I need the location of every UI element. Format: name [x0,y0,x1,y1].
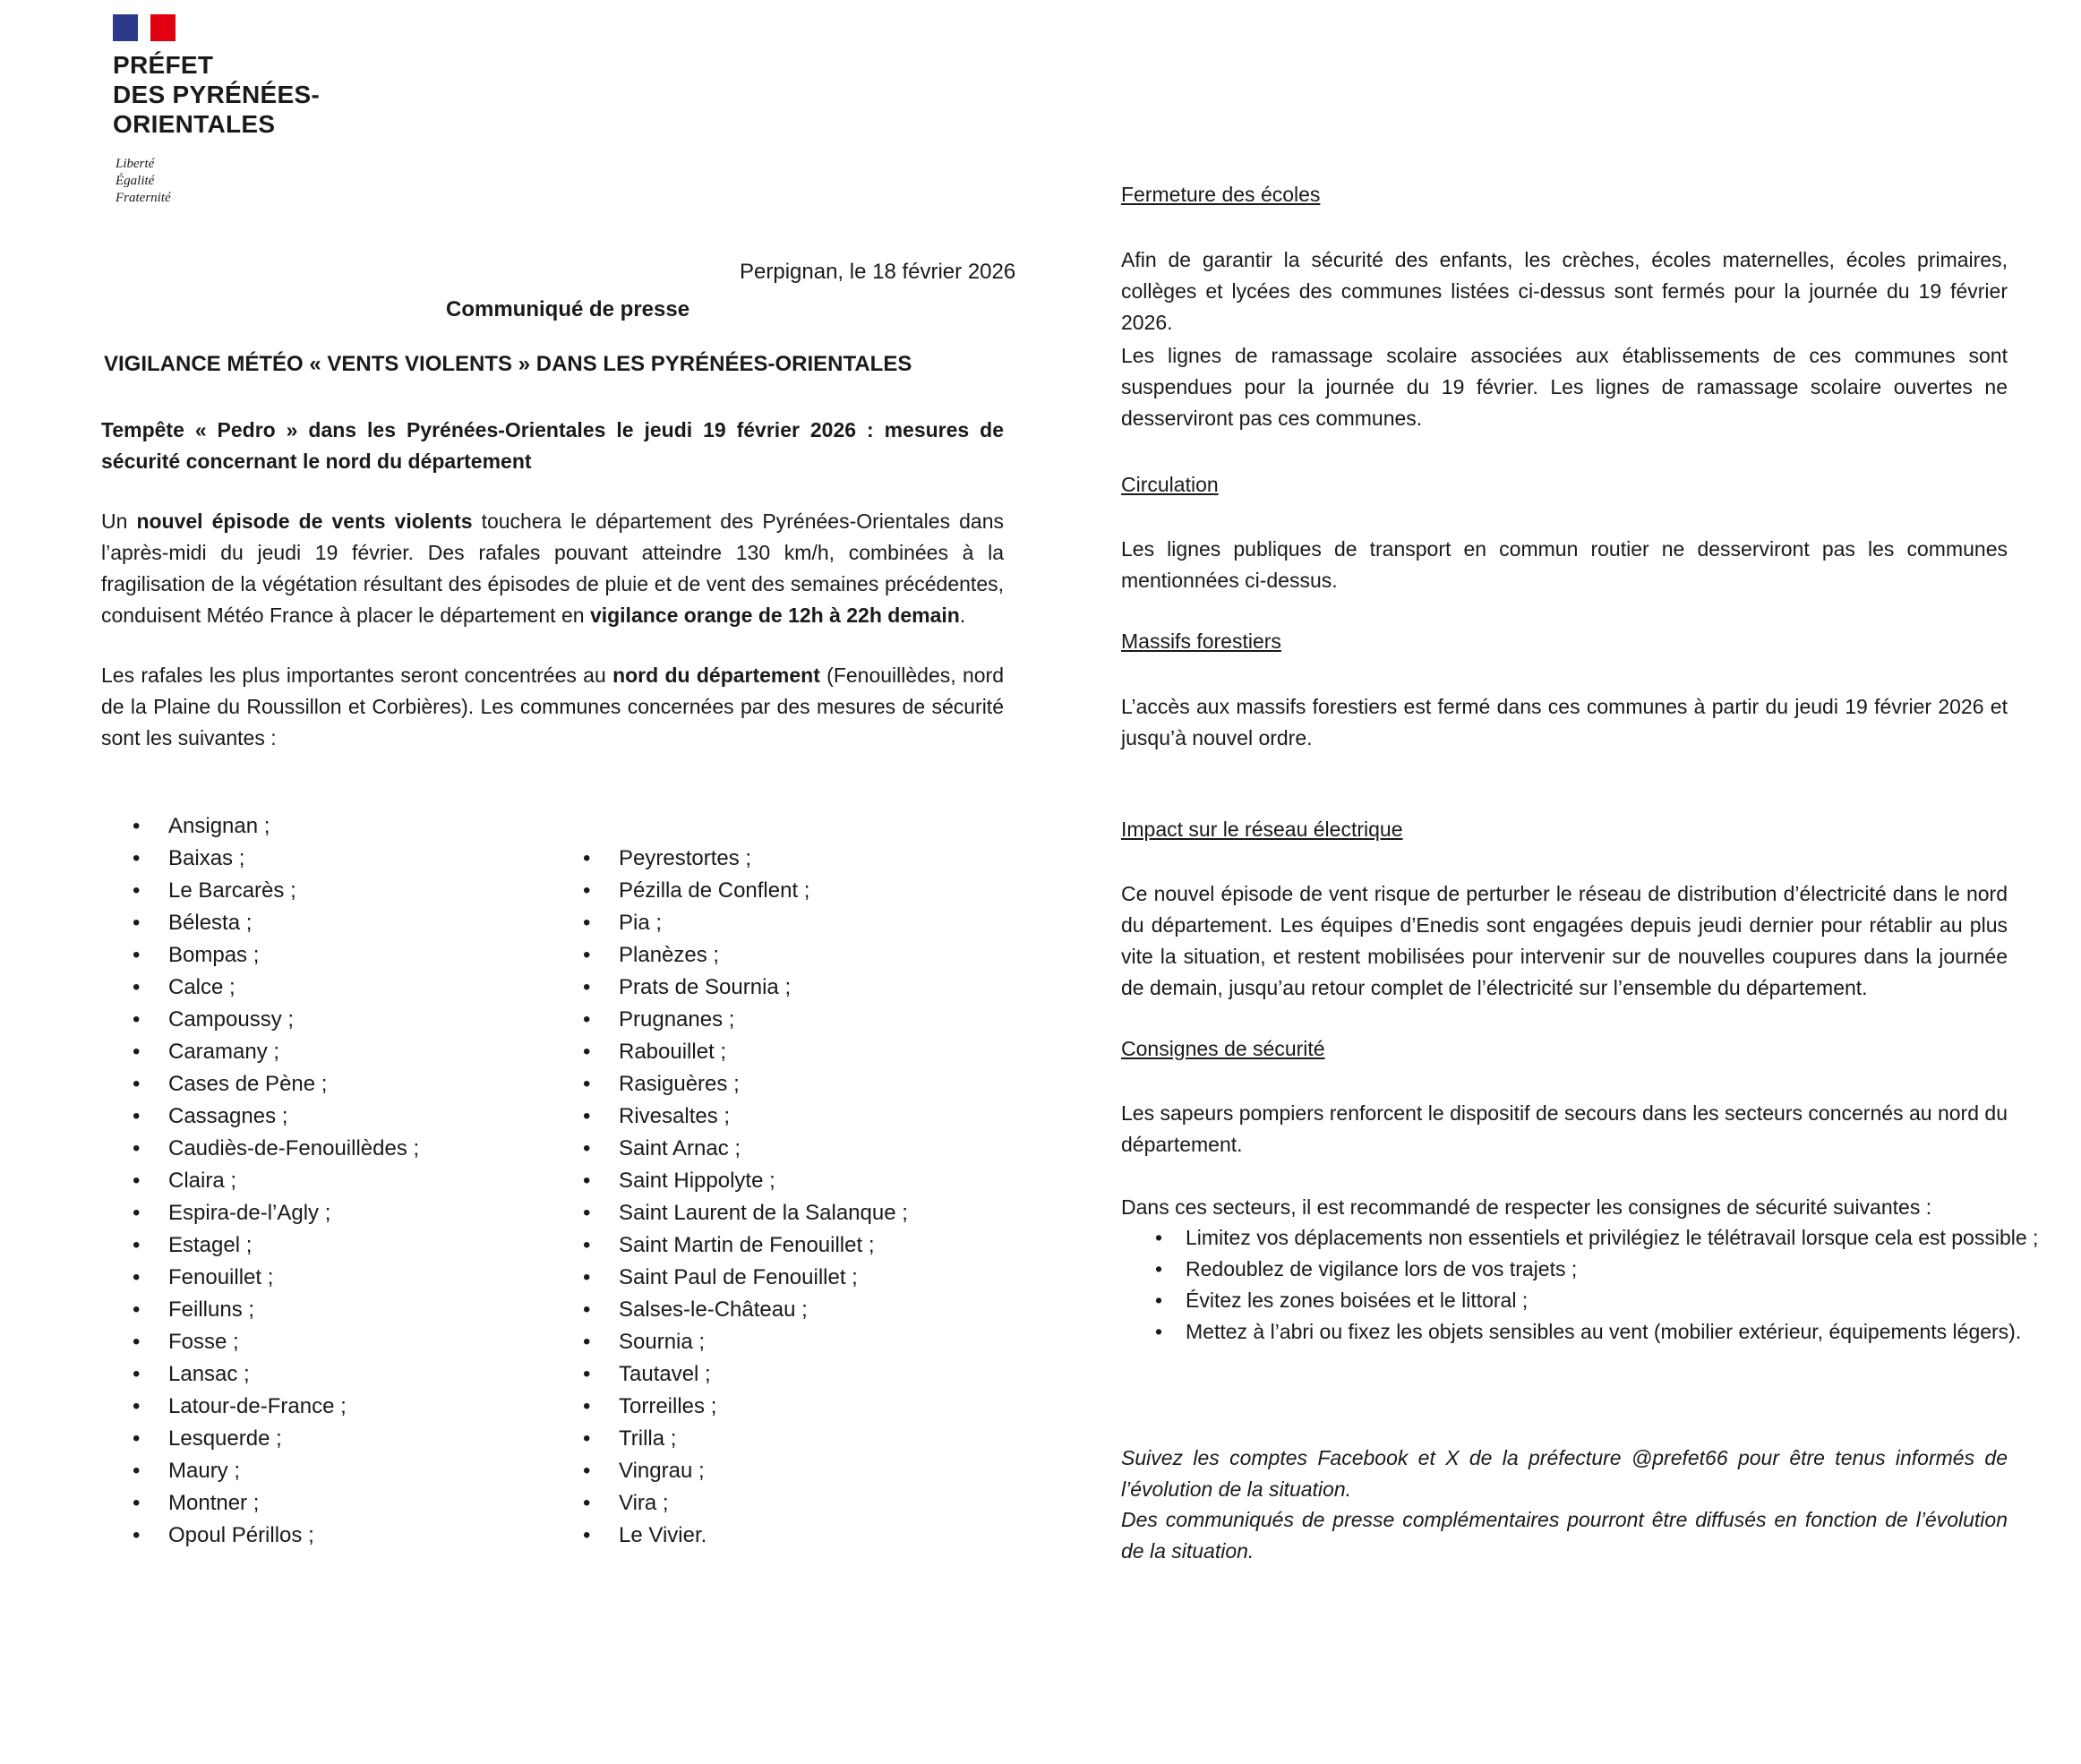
communes-list-b [583,843,908,1552]
massifs-paragraph: L’accès aux massifs forestiers est fermé dans ces communes à partir du jeudi 19 février 2026 et jusqu’à nouvel ordre. [1121,695,2008,749]
communes-list-a [133,810,419,1552]
list-item: • Fosse ; [133,1326,419,1358]
fermeture-paragraph-1: Afin de garantir la sécurité des enfants, les crèches, écoles maternelles, écoles primaires, collèges et lycées des communes listées ci-dessus sont fermés pour la journée du 19 février 2026. [1121,248,2008,334]
list-item: • Lesquerde ; [133,1423,419,1455]
list-item: • Caramany ; [133,1036,419,1068]
list-item: • Évitez les zones boisées et le littoral ; [1155,1285,2038,1316]
list-item: • Maury ; [133,1455,419,1487]
list-item: • Claira ; [133,1165,419,1197]
list-item: • Montner ; [133,1487,419,1520]
list-item: • Saint Laurent de la Salanque ; [583,1197,908,1229]
list-item: • Rabouillet ; [583,1036,908,1068]
list-item: • Calce ; [133,972,419,1004]
list-item: • Sournia ; [583,1326,908,1358]
list-item: • Feilluns ; [133,1294,419,1326]
list-item: • Baixas ; [133,843,419,875]
impact-paragraph: Ce nouvel épisode de vent risque de perturber le réseau de distribution d’électricité dans le nord du département. Les équipes d’Enedis sont engagées depuis jeudi dernier pour rétablir au plus vite la situation, et restent mobilisées pour intervenir sur de nouvelles coupures dans la journée de demain, jusqu’au retour complet de l’électricité sur l’ensemble du département. [1121,882,2008,999]
place-date: Perpignan, le 18 février 2026 [740,260,1016,284]
list-item: • Vingrau ; [583,1455,908,1487]
document-type: Communiqué de presse [446,297,690,321]
heading-consignes: Consignes de sécurité [1121,1037,1325,1060]
list-item: • Saint Hippolyte ; [583,1165,908,1197]
list-item: • Latour-de-France ; [133,1391,419,1423]
list-item: • Mettez à l’abri ou fixez les objets sensibles au vent (mobilier extérieur, équipements légers). [1155,1316,2038,1348]
circulation-paragraph: Les lignes publiques de transport en commun routier ne desserviront pas les communes mentionnées ci-dessus. [1121,537,2008,592]
list-item: • Lansac ; [133,1358,419,1391]
list-item: • Espira-de-l’Agly ; [133,1197,419,1229]
heading-massifs: Massifs forestiers [1121,629,1281,653]
list-item: • Rivesaltes ; [583,1100,908,1133]
consignes-paragraph-1: Les sapeurs pompiers renforcent le dispositif de secours dans les secteurs concernés au nord du département. [1121,1101,2008,1156]
heading-fermeture: Fermeture des écoles [1121,183,1321,206]
list-item: • Campoussy ; [133,1004,419,1036]
list-item: • Caudiès-de-Fenouillèdes ; [133,1133,419,1165]
list-item: • Salses-le-Château ; [583,1294,908,1326]
list-item: • Estagel ; [133,1229,419,1262]
list-item: • Pézilla de Conflent ; [583,875,908,907]
list-item: • Trilla ; [583,1423,908,1455]
marianne-flag-icon [113,14,176,41]
closing-paragraph-1: Suivez les comptes Facebook et X de la préfecture @prefet66 pour être tenus informés de l’évolution de la situation. [1121,1446,2008,1501]
list-item: • Fenouillet ; [133,1262,419,1294]
intro-paragraph-2: Les rafales les plus importantes seront concentrées au nord du département (Fenouillèdes, nord de la Plaine du Roussillon et Corbières). Les communes concernées par des mesures de sécurité sont les suivantes : [101,664,1004,749]
list-item: • Pia ; [583,907,908,939]
list-item: • Le Barcarès ; [133,875,419,907]
list-item: • Saint Martin de Fenouillet ; [583,1229,908,1262]
list-item: • Ansignan ; [133,810,419,843]
heading-impact: Impact sur le réseau électrique [1121,818,1403,841]
list-item: • Limitez vos déplacements non essentiels et privilégiez le télétravail lorsque cela est possible ; [1155,1222,2038,1254]
list-item: • Prugnanes ; [583,1004,908,1036]
list-item: • Vira ; [583,1487,908,1520]
list-item: • Tautavel ; [583,1358,908,1391]
list-item: • Redoublez de vigilance lors de vos trajets ; [1155,1254,2038,1285]
list-item: • Bompas ; [133,939,419,972]
list-item: • Rasiguères ; [583,1068,908,1100]
republic-motto: Liberté Égalité Fraternité [116,157,171,205]
list-item: • Cassagnes ; [133,1100,419,1133]
list-item: • Peyrestortes ; [583,843,908,875]
fermeture-paragraph-2: Les lignes de ramassage scolaire associées aux établissements de ces communes sont suspendues pour la journée du 19 février. Les lignes de ramassage scolaire ouvertes ne desserviront pas ces communes. [1121,344,2008,430]
list-item: • Torreilles ; [583,1391,908,1423]
list-item: • Prats de Sournia ; [583,972,908,1004]
list-item: • Planèzes ; [583,939,908,972]
vigilance-title: VIGILANCE MÉTÉO « VENTS VIOLENTS » DANS LES PYRÉNÉES-ORIENTALES [104,352,912,376]
list-item: • Cases de Pène ; [133,1068,419,1100]
list-item: • Saint Arnac ; [583,1133,908,1165]
list-item: • Saint Paul de Fenouillet ; [583,1262,908,1294]
consignes-paragraph-2: Dans ces secteurs, il est recommandé de respecter les consignes de sécurité suivantes : [1121,1195,1932,1219]
list-item: • Le Vivier. [583,1520,908,1552]
safety-list [1155,1222,2038,1348]
heading-circulation: Circulation [1121,473,1219,496]
list-item: • Opoul Périllos ; [133,1520,419,1552]
list-item: • Bélesta ; [133,907,419,939]
intro-paragraph-1: Un nouvel épisode de vents violents touchera le département des Pyrénées-Orientales dans l’après-midi du jeudi 19 février. Des rafales pouvant atteindre 130 km/h, combinées à la fragilisation de la végétation résultant des épisodes de pluie et de vent des semaines précédentes, conduisent Météo France à placer le département en vigilance orange de 12h à 22h demain. [101,510,1004,627]
closing-paragraph-2: Des communiqués de presse complémentaires pourront être diffusés en fonction de l’évolution de la situation. [1121,1508,2008,1563]
logo-title: PRÉFET DES PYRÉNÉES- ORIENTALES [113,51,321,138]
headline: Tempête « Pedro » dans les Pyrénées-Orientales le jeudi 19 février 2026 : mesures de sécurité concernant le nord du département [101,418,1004,473]
